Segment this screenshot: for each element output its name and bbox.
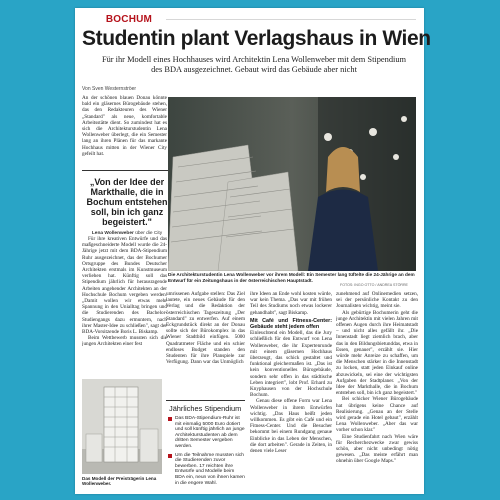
column-3 bbox=[250, 291, 332, 491]
main-photo bbox=[168, 97, 416, 271]
section-label: BOCHUM bbox=[92, 12, 166, 26]
paragraph: ihre Ideen an Ende wohl kosten würde, war kein Thema. „Das war mit frühen Teil des Studiums noch etwas lockerer gehandhabt", sagt Biskamp. bbox=[250, 291, 332, 316]
deck: Für ihr Modell eines Hochhauses wird Architektin Lena Wollenweber mit dem Stipendium des BDA ausgezeichnet. Gebaut wird das Gebäude aber nicht bbox=[101, 55, 407, 74]
paragraph: Genau diese offene Form war Lena Wollenweber in ihrem Entwürfen wichtig. „Das Haus heißt jeden willkommen. Es gibt ein Café und ein Fitness-Center. Und die Besucher bekommt bei einem Rundgang genaue Einblicke in das Leben der Menschen, die dort arbeiten". Gerade in Zeiten, in denen viele Leser bbox=[250, 398, 332, 455]
column-4 bbox=[336, 291, 418, 491]
paragraph: Beim Wettbewerb mussten sich die jungen Architekten einer fest bbox=[82, 335, 167, 348]
info-box-text: Um die Teilnahme mussten sich die Studierenden zuvor bewerben. 17 reichten ihre Entwürfe und Modelle beim BDA ein, neun von ihnen kamen in die engere Wahl. bbox=[175, 452, 245, 486]
paragraph: Bei schicker Wiener Bürogebäude hat übrigens keine Chance auf Realisierung. „Genau an der Stelle wird gerade ein Hotel gebaut", erzählt Lena Wollenweber. „Aber das war vorher schon klar." bbox=[336, 396, 418, 434]
headline: Studentin plant Verlagshaus in Wien bbox=[82, 27, 431, 50]
model-photo-caption: Das Modell der Preisträgerin Lena Wollenweber. bbox=[82, 476, 157, 487]
info-box-item bbox=[168, 453, 245, 487]
info-box-text: Das BDA-Stipendium-Ruhr ist mit einmalig 5000 Euro dotiert und soll künftig jährlich an junge Architekturstudenten ab dem dritten Semester vergeben werden. bbox=[175, 416, 245, 449]
info-box-title: Jährliches Stipendium bbox=[169, 404, 242, 413]
paragraph: An der schönen blauen Donau könnte bald ein gläsernes Bürogebäude stehen, das den Redakteuren des Wiener „Standard" als neue, komfortable Arbeitsstätte dient. So zumindest hat es sich die Architekturstudentin Lena Wollenweber überlegt, die ein Semester lang an ihren Plänen für das markante Hochhaus mitten in der Wiener City gefeilt hat. bbox=[82, 95, 167, 157]
section-rule bbox=[166, 19, 416, 20]
info-box-item bbox=[168, 416, 245, 450]
paragraph: umrissenen Aufgabe stellen: Das Ziel lautete, ein neues Gebäude für den Verlag und die Redaktion der österreichischen Tageszeitung „Der Standard" zu entwerfen. Auf einem Eckgrundstück direkt an der Donau sollte sich der Bürokomplex in das Wiener Stadtbild einfügen. 5000 Quadratmeter Fläche und ein schier endloses Budget standen den Studenten für ihre Planspiele zur Verfügung. Dann war das Unmöglich bbox=[166, 291, 245, 366]
paragraph: Für ihre kreativen Entwürfe und das maßgeschneiderte Modell wurde die 24-Jährige jetzt mit dem BDA-Stipendium Ruhr ausgezeichnet, das der Bochumer Ortsgruppe des Bundes Deutscher Architekten erstmals im Kunstmuseum verliehen hat. Künftig soll das Stipendium jährlich für herausragende Arbeiten angehender Architekten an der Hochschule Bochum vergeben werden. „Damit wollen wir etwas mehr Spannung in den Unialltag bringen und die Studierenden des Bachelor-Studiengangs dazu ermuntern, nach ihrer Master-Idee zu schließen", sagt der BDA-Vorsitzende Boris L. Biskamp. bbox=[82, 236, 167, 336]
photo-credit: FOTOS: INGO OTTO / ANDREA STÖRRE bbox=[340, 283, 408, 287]
pull-quote-name: Lena Wollenweber bbox=[91, 231, 134, 236]
paragraph: Eine Studienfahrt nach Wien wäre für Recherchezwecke zwar gewiss schön, aber nicht unbedingt nötig gewesen. „Das meiste erfährt man ohnehin über Google Maps." bbox=[336, 433, 418, 465]
paragraph: Als gebürtige Bochumerin geht die junge Architektin mit vielen Jahren mit offenen Augen durch ihre Heimatstadt – und nicht alles gefällt ihr. „Die Innenstadt liegt ziemlich brach, aber das in den Bildungsbietunddas, etwa in Essen, genauer", erzählt sie. Hier würde mehr Anreize zu schaffen, um die Menschen stärker in die Innenstadt zu locken, statt jeden Einkauf online abzuwickeln, sei eine der wichtigsten Aufgaben der Stadtplaner. „Von der Idee der Markthalle, die in Bochum entstehen soll, bin ich ganz begeistert." bbox=[336, 309, 418, 397]
bullet-square-icon bbox=[168, 454, 172, 458]
subheading: Mit Café und Fitness-Center: Gebäude steht jedem offen bbox=[250, 317, 332, 331]
pull-quote-role: über die City bbox=[135, 231, 163, 236]
pull-quote-box bbox=[82, 170, 168, 236]
model-photo bbox=[82, 379, 162, 474]
info-box bbox=[166, 400, 245, 492]
paragraph: Einleuchtend ein Modell, das die Jury schließlich für den Entwurf von Lena Wollenweber, die ihr Expertenrunde mit einem gläsernen Hochhaus überzeugt, das schick gestaltet und funktional gleichermaßen ist. „Das ist kein konventionelles Bürogebäude, sondern sehr offen in das städtische Leben integriert", lobt Prof. Erhard zu Knyphausen von der Hochschule Bochum. bbox=[250, 330, 332, 399]
column-1-intro bbox=[82, 95, 167, 169]
photo-building-model bbox=[82, 379, 162, 474]
paragraph: zunehmend auf Onlinemedien setzen, sei der persönliche Kontakt zu den Journalisten wichtig, meint sie. bbox=[336, 291, 418, 310]
bullet-square-icon bbox=[168, 417, 172, 421]
pull-quote: „Von der Idee der Markthalle, die in Bochum entstehen soll, bin ich ganz begeistert." bbox=[86, 177, 168, 227]
photo-caption: Die Architekturstudentin Lena Wollenweber vor ihrem Modell: Ein Semester lang tüftelte die 24-Jährige an dem Entwurf für ein Zeitungshaus in der österreichischen Hauptstadt. bbox=[168, 272, 415, 283]
column-1-main bbox=[82, 236, 167, 376]
photo-architect-with-model bbox=[168, 97, 416, 271]
byline: Von Sven Westernströer bbox=[82, 86, 137, 92]
column-2 bbox=[166, 291, 245, 397]
